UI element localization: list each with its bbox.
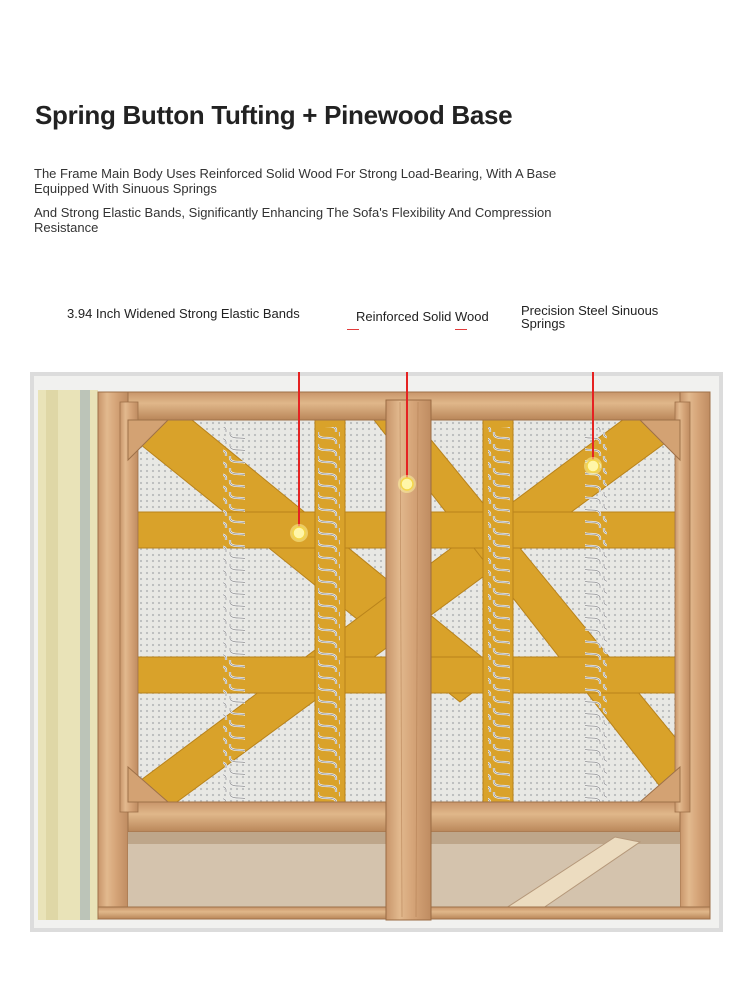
description-line-1: The Frame Main Body Uses Reinforced Solid Wood For Strong Load-Bearing, With A Base Equipped With Sinuous Springs xyxy=(34,166,557,196)
callout-underline-left xyxy=(347,329,359,330)
callout-elastic-bands: 3.94 Inch Widened Strong Elastic Bands xyxy=(67,306,300,321)
callout-sinuous-springs: Precision Steel Sinuous Springs xyxy=(521,303,659,331)
callout-solid-wood: Reinforced Solid Wood xyxy=(356,309,489,324)
page-title: Spring Button Tufting + Pinewood Base xyxy=(35,100,513,130)
sofa-frame-illustration xyxy=(30,372,723,932)
description-line-2: And Strong Elastic Bands, Significantly Enhancing The Sofa's Flexibility And Compression Resistance xyxy=(34,205,552,235)
callout-underline-right xyxy=(455,329,467,330)
